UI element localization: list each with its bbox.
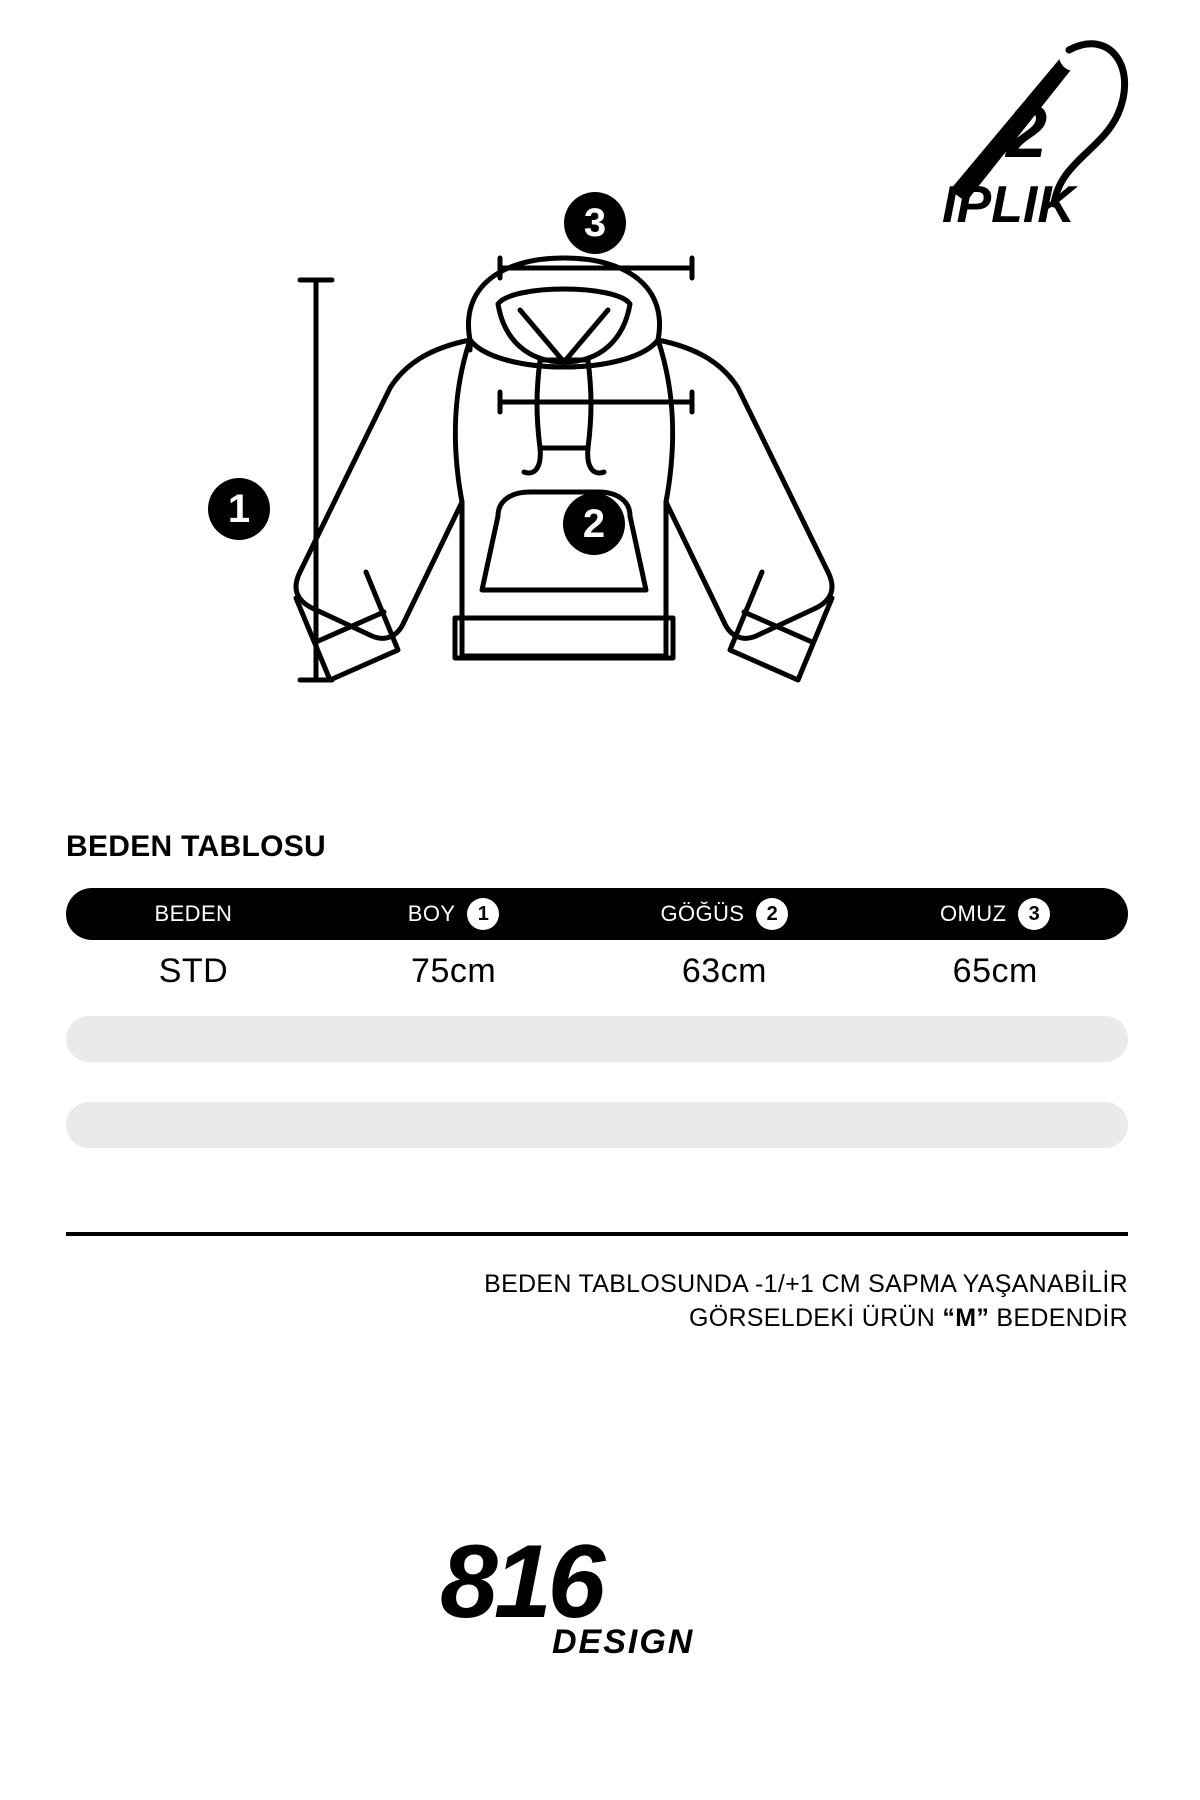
column-badge-1: 1 <box>467 898 499 930</box>
brand-logo <box>440 1525 760 1675</box>
size-note-emphasis: “M” <box>942 1303 990 1332</box>
size-note-prefix: GÖRSELDEKİ ÜRÜN <box>688 1303 943 1332</box>
table-row <box>66 940 1128 1002</box>
badge-label: IPLIK <box>942 176 1075 234</box>
size-note-suffix: BEDENDİR <box>989 1303 1128 1332</box>
column-header-omuz-label: OMUZ <box>940 901 1007 926</box>
size-note-line-1: BEDEN TABLOSUNDA -1/+1 CM SAPMA YAŞANABİLİR <box>484 1270 1128 1298</box>
callout-badge-3: 3 <box>564 192 626 254</box>
column-header-gogus <box>586 898 862 930</box>
cell-boy: 75cm <box>411 951 497 990</box>
size-note <box>66 1268 1128 1336</box>
callout-badge-2: 2 <box>563 493 625 555</box>
measure-line-chest <box>500 392 692 412</box>
table-placeholder-row <box>66 1102 1128 1148</box>
brand-name: 816 <box>440 1525 602 1640</box>
callout-badge-1: 1 <box>208 478 270 540</box>
table-placeholder-gap <box>66 1062 1128 1088</box>
column-header-gogus-label: GÖĞÜS <box>660 901 745 926</box>
size-note-line-2 <box>66 1302 1128 1336</box>
column-badge-3: 3 <box>1018 898 1050 930</box>
column-header-omuz <box>862 898 1128 930</box>
divider <box>66 1232 1128 1236</box>
size-table <box>66 888 1128 1148</box>
cell-gogus: 63cm <box>681 951 767 990</box>
table-header-row <box>66 888 1128 940</box>
table-placeholder-row <box>66 1016 1128 1062</box>
column-header-beden <box>66 901 321 927</box>
cell-omuz: 65cm <box>952 951 1038 990</box>
brand-sub: DESIGN <box>552 1623 695 1661</box>
badge-number: 2 <box>1006 90 1048 173</box>
hoodie-diagram <box>0 180 1200 790</box>
cell-beden: STD <box>158 951 229 990</box>
column-header-boy-label: BOY <box>407 901 456 926</box>
column-header-boy <box>321 898 587 930</box>
column-header-beden-label: BEDEN <box>154 901 233 926</box>
table-title: BEDEN TABLOSU <box>66 830 327 863</box>
column-badge-2: 2 <box>756 898 788 930</box>
